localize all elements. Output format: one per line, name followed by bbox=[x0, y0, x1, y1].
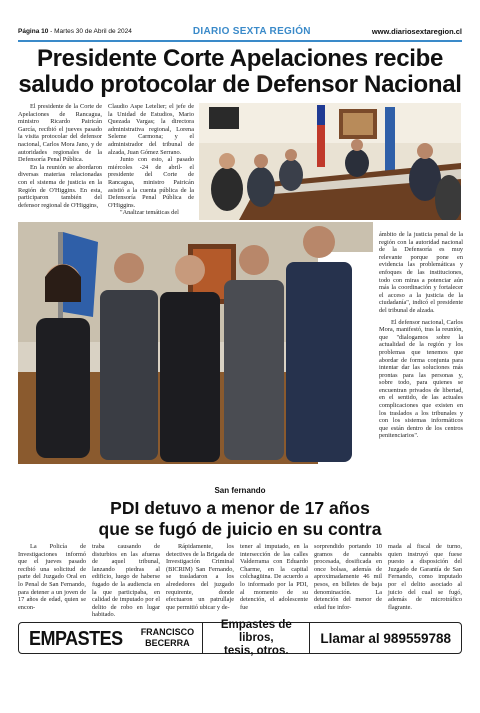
group-photo-image bbox=[18, 222, 373, 464]
article1-headline bbox=[14, 46, 466, 98]
ad-owner bbox=[133, 627, 203, 649]
article2-headline bbox=[20, 498, 460, 540]
newspaper-name: DIARIO SEXTA REGIÓN bbox=[192, 25, 311, 37]
page-number-date bbox=[18, 28, 132, 35]
ad-owner-last: BECERRA bbox=[145, 638, 190, 648]
article2-column-1 bbox=[18, 543, 86, 611]
article2-section-label: San fernando bbox=[214, 486, 266, 495]
article2-headline-line1: PDI detuvo a menor de 17 años bbox=[110, 498, 370, 518]
article1-headline-line2: saludo protocolar de Defensor Nacional bbox=[18, 71, 462, 98]
header-rule bbox=[18, 40, 462, 42]
article1-col2-paragraph-2: Junto con esto, al pasado miércoles -24 de abril- el presidente del Corte de Rancagua, ministro Pairicán asistió a la cuenta pública de la Defensoría Penal Pública de O'Higgins. bbox=[108, 156, 194, 209]
page-number: Página 10 bbox=[18, 27, 49, 35]
ad-phone: Llamar al 989559788 bbox=[320, 630, 451, 646]
page-header bbox=[18, 24, 462, 38]
article2-col1-text: La Policía de Investigaciones informó que el jueves pasado recibió una solicitud de parte del Juzgado Oral en lo Penal de San Fernando, para detener a un joven de 17 años de edad, quien se encon- bbox=[18, 543, 86, 611]
issue-date: - Martes 30 de Abril de 2024 bbox=[48, 27, 132, 35]
group-photo bbox=[18, 222, 373, 464]
ad-slogan bbox=[203, 619, 309, 658]
article1-col3-paragraph-2: El defensor nacional, Carlos Mora, manifestó, tras la reunión, que "dialogamos sobre la actualidad de la región y los problemas que tenemos que abordar de forma conjunta para intentar dar las soluciones más prontas para las personas y, sobre todo, para quienes se encuentran privados de libertad, en el sentido, de las actuales complicaciones que existen en los traslados a los tribunales y con los sistemas informáticos que están dentro de los centros penitenciarios". bbox=[379, 318, 463, 440]
article1-col2-paragraph-3: "Analizar temáticas del bbox=[120, 209, 179, 217]
article1-column-2 bbox=[108, 103, 194, 217]
article1-headline-line1: Presidente Corte Apelaciones recibe bbox=[36, 45, 444, 72]
article1-column-1 bbox=[18, 103, 102, 209]
article2-col3-text: Rápidamente, los detectives de la Brigada de Investigación Criminal (BICRIM) San Fernando, se trasladaron a los alrededores del juzgado requirente, donde efectuaron un patrullaje que permitió ubicar y de- bbox=[166, 543, 234, 611]
website-url: www.diariosextaregion.cl bbox=[371, 26, 462, 36]
article2-column-4 bbox=[240, 543, 308, 611]
article2-column-3 bbox=[166, 543, 234, 611]
article1-col1-paragraph-2: En la reunión se abordaron diversas materias relacionadas con el sistema de justicia en la Región de O'Higgins. En esta, participaron también del defensor regional de O'Higgins, bbox=[18, 163, 102, 209]
article2-column-2 bbox=[92, 543, 160, 619]
ad-business-name: EMPASTES bbox=[29, 625, 123, 649]
meeting-photo-image bbox=[199, 103, 461, 220]
ad-slogan-line1: Empastes de libros, bbox=[220, 618, 292, 644]
ad-owner-first: FRANCISCO bbox=[140, 627, 195, 637]
article2-headline-line2: que se fugó de juicio en su contra bbox=[98, 519, 382, 539]
article2-column-5 bbox=[314, 543, 382, 611]
article2-column-6 bbox=[388, 543, 462, 611]
article1-column-3 bbox=[379, 231, 463, 440]
article2-col6-text: mada al fiscal de turno, quien instruyó que fuese puesto a disposición del Juzgado de Garantía de San Fernando, como imputado por el delito asociado al juicio del cual se fugó, además de microtráfico flagrante. bbox=[388, 543, 462, 611]
article2-col5-text: sorprendido portando 10 gramos de cannabis procesada, dosificada en once bolsas, además de aproximadamente 46 mil pesos, en billetes de baja denominación. La detención del menor de edad fue infor- bbox=[314, 543, 382, 611]
article1-col2-paragraph-1: Claudio Aspe Letelier; el jefe de la Unidad de Estudios, Mario Quezada Vargas; la directora administrativa regional, Lorena Seleme Carmona; y el administrador del tribunal de alzada, Juan Gómez Serrano. bbox=[108, 103, 194, 156]
ad-slogan-line2: tesis, otros. bbox=[224, 644, 289, 657]
advertisement-banner bbox=[18, 618, 462, 657]
article1-col1-paragraph-1: El presidente de la Corte de Apelaciones de Rancagua, ministro Ricardo Pairicán García, recibió el jueves pasado la visita protocolar del defensor nacional, Carlos Mora Jano, y de autoridades regionales de la Defensoría Penal Pública. bbox=[18, 103, 102, 164]
article1-col3-paragraph-1: ámbito de la justicia penal de la región con la autoridad nacional de la Defensoría es muy relevante porque pone en evidencia las problemáticas y enfoques de las instituciones, todo con miras a potenciar aún más la coordinación y fortalecer el acceso a la justicia de la ciudadanía", indicó el presidente del tribunal de alzada. bbox=[379, 231, 463, 314]
meeting-photo bbox=[199, 103, 461, 220]
article2-col2-text: traba causando de disturbios en las afueras de aquel tribunal, lanzando piedras al edificio, luego de haberse fugado de la audiencia en la que participaba, en calidad de imputado por el delito de robo en lugar habitado. bbox=[92, 543, 160, 619]
article2-col4-text: tener al imputado, en la intersección de las calles Valderrama con Eduardo Charme, en la capital colchagüina. De acuerdo a lo informado por la PDI, al momento de su detención, el adolescente fue bbox=[240, 543, 308, 611]
